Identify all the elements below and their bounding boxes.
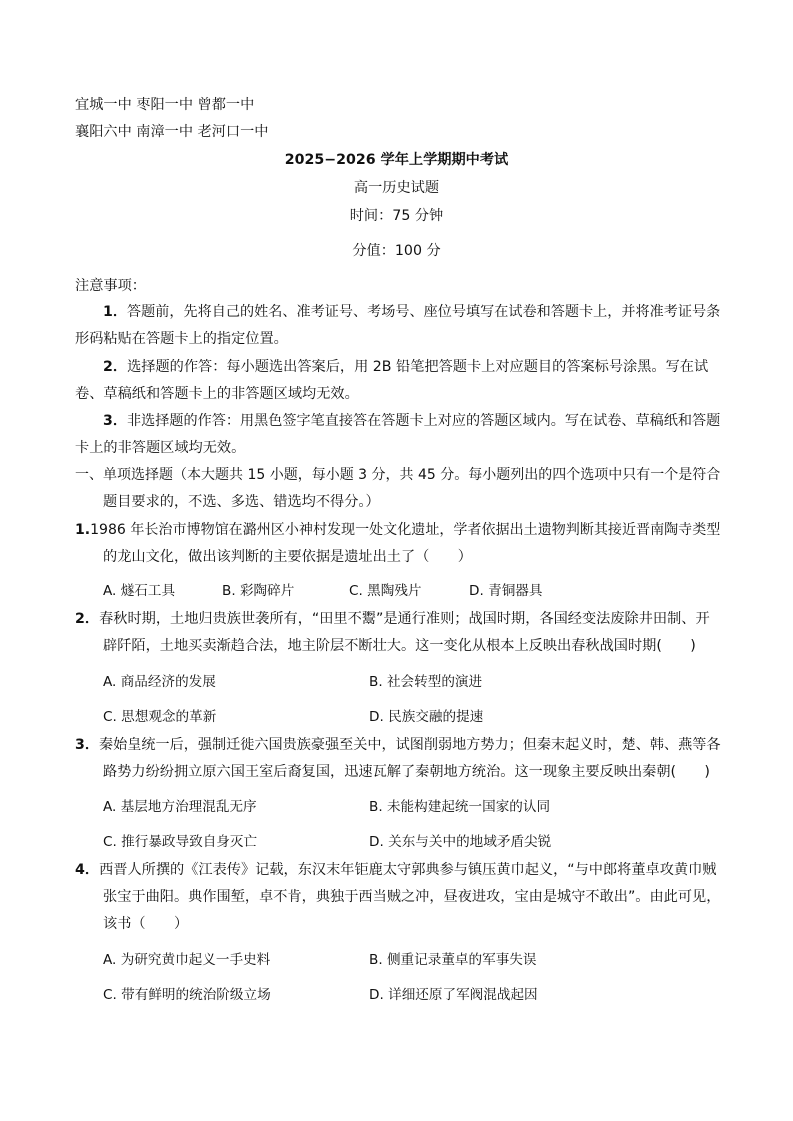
question-number: 3．: [75, 737, 99, 753]
notice-item-text: 非选择题的作答：用黑色签字笔直接答在答题卡上对应的答题区域内。写在试卷、草稿纸和答题: [126, 413, 721, 429]
section-heading: 一、单项选择题（本大题共 15 小题，每小题 3 分，共 45 分。每小题列出的四个选项中只有一个是符合: [75, 467, 721, 483]
question-1: [75, 521, 720, 539]
question-1-option-d[interactable]: D. 青铜器具: [469, 583, 543, 599]
exam-score: 分值：100 分: [352, 243, 441, 259]
question-2-option-d[interactable]: D. 民族交融的提速: [369, 709, 484, 725]
question-4: [75, 861, 716, 879]
notice-item-3: [103, 412, 720, 430]
question-3-option-b[interactable]: B. 未能构建起统一国家的认同: [369, 799, 551, 815]
notice-item-1: [103, 303, 720, 321]
question-3: [75, 736, 720, 754]
question-3-option-d[interactable]: D. 关东与关中的地域矛盾尖锐: [369, 834, 552, 850]
question-text: 1986 年长治市博物馆在潞州区小神村发现一处文化遗址，学者依据出土遗物判断其接近晋南陶寺类型: [90, 522, 721, 538]
section-heading-continued: 题目要求的，不选、多选、错选均不得分。）: [103, 494, 380, 510]
question-4-option-d[interactable]: D. 详细还原了军阀混战起因: [369, 987, 538, 1003]
notice-title: 注意事项：: [75, 278, 146, 294]
question-3-option-c[interactable]: C. 推行暴政导致自身灭亡: [103, 834, 258, 850]
notice-item-text: 答题前，先将自己的姓名、准考证号、考场号、座位号填写在试卷和答题卡上，并将准考证号条: [126, 304, 721, 320]
question-4-option-b[interactable]: B. 侧重记录董卓的军事失误: [369, 952, 537, 968]
question-text: 春秋时期，土地归贵族世袭所有，“田里不鬻”是通行准则；战国时期，各国经变法废除井田制、开: [99, 611, 710, 627]
question-text: 西晋人所撰的《江表传》记载，东汉末年钜鹿太守郭典参与镇压黄巾起义，“与中郎将董卓攻黄巾贼: [99, 862, 717, 878]
question-2-option-b[interactable]: B. 社会转型的演进: [369, 674, 483, 690]
question-2-option-a[interactable]: A. 商品经济的发展: [103, 674, 216, 690]
question-number: 2．: [75, 611, 100, 627]
question-4-continued-1: 张宝于曲阳。典作围堑，卓不肯，典独于西当贼之冲，昼夜进攻，宝由是城守不敢出”。由此可见，: [103, 889, 721, 905]
notice-item-2: [103, 358, 708, 376]
question-number: 4．: [75, 862, 100, 878]
notice-item-2-continued: 卷、草稿纸和答题卡上的非答题区域均无效。: [75, 386, 359, 402]
notice-item-1-continued: 形码粘贴在答题卡上的指定位置。: [75, 331, 288, 347]
notice-item-number: 2．: [103, 359, 128, 375]
question-1-option-b[interactable]: B. 彩陶碎片: [222, 583, 295, 599]
exam-time: 时间：75 分钟: [349, 208, 444, 224]
question-1-option-a[interactable]: A. 燧石工具: [103, 583, 176, 599]
notice-item-text: 选择题的作答：每小题选出答案后，用 2B 铅笔把答题卡上对应题目的答案标号涂黑。写在试: [127, 359, 709, 375]
question-3-continued: 路势力纷纷拥立原六国王室后裔复国，迅速瓦解了秦朝地方统治。这一现象主要反映出秦朝( ): [103, 764, 710, 780]
question-2: [75, 610, 710, 628]
notice-item-number: 3．: [103, 413, 127, 429]
question-2-continued: 辟阡陌，土地买卖渐趋合法，地主阶层不断壮大。这一变化从根本上反映出春秋战国时期( ): [103, 638, 696, 654]
notice-item-3-continued: 卡上的非答题区域均无效。: [75, 440, 246, 456]
question-4-option-a[interactable]: A. 为研究黄巾起义一手史料: [103, 952, 271, 968]
question-3-option-a[interactable]: A. 基层地方治理混乱无序: [103, 799, 257, 815]
school-list-line-1: 宜城一中 枣阳一中 曾都一中: [75, 97, 255, 113]
question-1-option-c[interactable]: C. 黑陶残片: [349, 583, 422, 599]
question-text: 秦始皇统一后，强制迁徙六国贵族豪强至关中，试图削弱地方势力；但秦末起义时，楚、韩、燕等各: [98, 737, 721, 753]
question-4-option-c[interactable]: C. 带有鲜明的统治阶级立场: [103, 987, 271, 1003]
notice-item-number: 1．: [103, 304, 127, 320]
question-number: 1.: [75, 522, 91, 538]
exam-title: 2025−2026 学年上学期期中考试: [284, 152, 509, 168]
school-list-line-2: 襄阳六中 南漳一中 老河口一中: [75, 124, 269, 140]
question-2-option-c[interactable]: C. 思想观念的革新: [103, 709, 217, 725]
question-1-continued: 的龙山文化，做出该判断的主要依据是遗址出土了（ ）: [103, 549, 472, 565]
question-4-continued-2: 该书（ ）: [103, 916, 189, 932]
subject-title: 高一历史试题: [353, 180, 440, 196]
